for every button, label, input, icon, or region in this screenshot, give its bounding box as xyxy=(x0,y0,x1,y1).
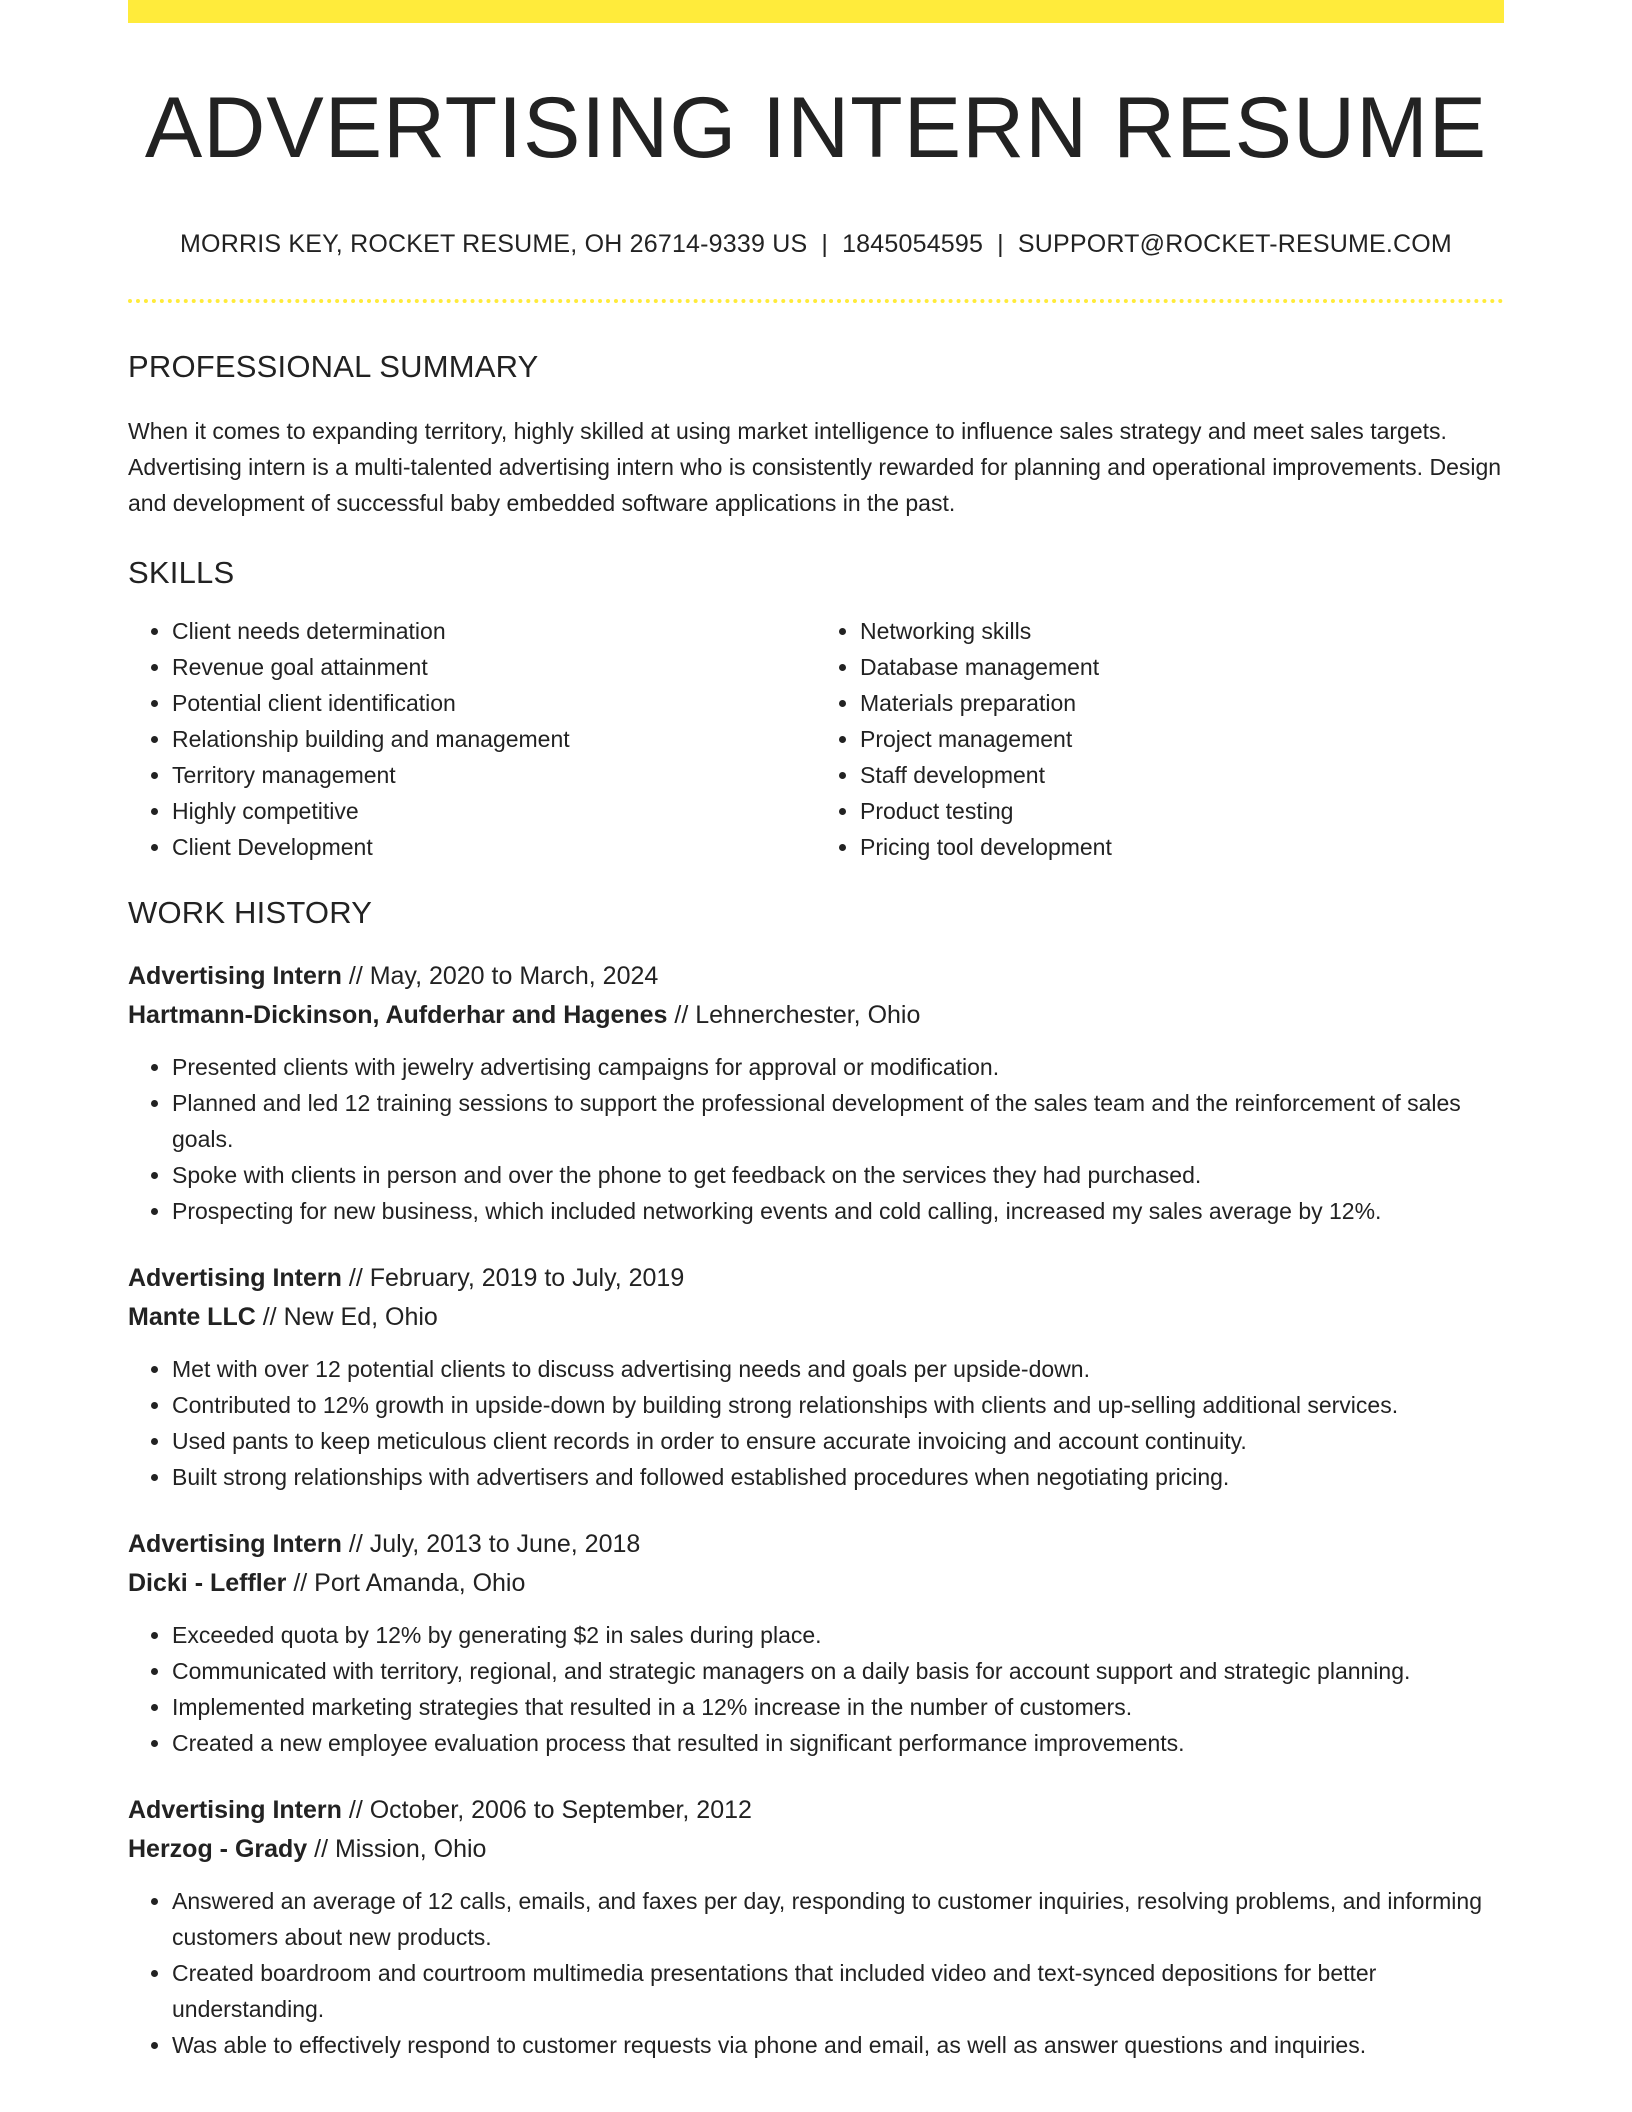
contact-phone: 1845054595 xyxy=(842,229,984,258)
skill-item: • Client needs determination xyxy=(172,613,816,649)
job-dates: // May, 2020 to March, 2024 xyxy=(341,961,659,990)
job-company: Hartmann-Dickinson, Aufderhar and Hagenes xyxy=(128,1000,668,1029)
job-company: Herzog - Grady xyxy=(128,1834,308,1863)
job-role: Advertising Intern xyxy=(128,1263,342,1292)
job-dates: // October, 2006 to September, 2012 xyxy=(341,1795,752,1824)
job-company-line xyxy=(128,1564,1504,1603)
job-entry xyxy=(128,957,1504,1229)
accent-top-bar xyxy=(128,0,1504,23)
job-role: Advertising Intern xyxy=(128,1529,342,1558)
job-role: Advertising Intern xyxy=(128,961,342,990)
job-role: Advertising Intern xyxy=(128,1795,342,1824)
job-bullet: • Presented clients with jewelry advertising campaigns for approval or modification. xyxy=(172,1049,1504,1085)
skill-item: • Project management xyxy=(860,721,1504,757)
job-dates: // July, 2013 to June, 2018 xyxy=(341,1529,641,1558)
job-bullets xyxy=(128,1049,1504,1229)
skill-item: • Revenue goal attainment xyxy=(172,649,816,685)
job-dates: // February, 2019 to July, 2019 xyxy=(341,1263,685,1292)
skills-list-left xyxy=(128,613,816,865)
skill-item: • Database management xyxy=(860,649,1504,685)
job-bullet: • Built strong relationships with advertisers and followed established procedures when negotiating pricing. xyxy=(172,1459,1504,1495)
job-bullet: • Was able to effectively respond to customer requests via phone and email, as well as answer questions and inquiries. xyxy=(172,2027,1504,2063)
skill-item: • Product testing xyxy=(860,793,1504,829)
contact-separator: | xyxy=(997,229,1004,258)
contact-line xyxy=(128,230,1504,259)
job-location: // Port Amanda, Ohio xyxy=(286,1568,526,1597)
skill-item: • Territory management xyxy=(172,757,816,793)
job-company-line xyxy=(128,1298,1504,1337)
skill-item: • Materials preparation xyxy=(860,685,1504,721)
skill-item: • Potential client identification xyxy=(172,685,816,721)
job-bullet: • Created boardroom and courtroom multimedia presentations that included video and text-synced depositions for better understanding. xyxy=(172,1955,1504,2027)
job-role-line xyxy=(128,1525,1504,1564)
job-location: // Mission, Ohio xyxy=(307,1834,487,1863)
job-bullets xyxy=(128,1351,1504,1495)
skills-list-right xyxy=(816,613,1504,865)
job-bullet: • Used pants to keep meticulous client records in order to ensure accurate invoicing and account continuity. xyxy=(172,1423,1504,1459)
job-location: // New Ed, Ohio xyxy=(255,1302,438,1331)
contact-separator: | xyxy=(821,229,829,258)
skill-item: • Pricing tool development xyxy=(860,829,1504,865)
job-entry xyxy=(128,1525,1504,1761)
dotted-divider xyxy=(128,299,1504,303)
job-bullet: • Created a new employee evaluation process that resulted in significant performance improvements. xyxy=(172,1725,1504,1761)
summary-heading: PROFESSIONAL SUMMARY xyxy=(128,348,539,384)
job-bullet: • Contributed to 12% growth in upside-down by building strong relationships with clients and up-selling additional services. xyxy=(172,1387,1504,1423)
job-bullet: • Met with over 12 potential clients to discuss advertising needs and goals per upside-down. xyxy=(172,1351,1504,1387)
job-entry xyxy=(128,1791,1504,2063)
skill-item: • Client Development xyxy=(172,829,816,865)
resume-page xyxy=(128,0,1504,2063)
job-bullets xyxy=(128,1883,1504,2063)
summary-text: When it comes to expanding territory, highly skilled at using market intelligence to influence sales strategy and meet sales targets. Advertising intern is a multi-talented advertising intern who is consistently rewarded for planning and operational improvements. Design and development of successful baby embedded software applications in the past. xyxy=(128,417,1502,516)
job-bullet: • Implemented marketing strategies that resulted in a 12% increase in the number of customers. xyxy=(172,1689,1504,1725)
job-bullet: • Answered an average of 12 calls, emails, and faxes per day, responding to customer inquiries, resolving problems, and informing customers about new products. xyxy=(172,1883,1504,1955)
job-bullet: • Prospecting for new business, which included networking events and cold calling, increased my sales average by 12%. xyxy=(172,1193,1504,1229)
job-location: // Lehnerchester, Ohio xyxy=(667,1000,921,1029)
skills-heading: SKILLS xyxy=(128,554,235,590)
skill-item: • Networking skills xyxy=(860,613,1504,649)
job-role-line xyxy=(128,1791,1504,1830)
job-bullet: • Planned and led 12 training sessions to support the professional development of the sales team and the reinforcement of sales goals. xyxy=(172,1085,1504,1157)
job-bullet: • Communicated with territory, regional, and strategic managers on a daily basis for account support and strategic planning. xyxy=(172,1653,1504,1689)
skill-item: • Staff development xyxy=(860,757,1504,793)
job-company-line xyxy=(128,1830,1504,1869)
job-role-line xyxy=(128,1259,1504,1298)
skill-item: • Relationship building and management xyxy=(172,721,816,757)
resume-title: ADVERTISING INTERN RESUME xyxy=(144,80,1488,176)
job-bullet: • Exceeded quota by 12% by generating $2 in sales during place. xyxy=(172,1617,1504,1653)
job-role-line xyxy=(128,957,1504,996)
skill-item: • Highly competitive xyxy=(172,793,816,829)
job-company: Mante LLC xyxy=(128,1302,256,1331)
job-bullets xyxy=(128,1617,1504,1761)
contact-email: SUPPORT@ROCKET-RESUME.COM xyxy=(1017,229,1452,258)
job-company-line xyxy=(128,996,1504,1035)
job-entry xyxy=(128,1259,1504,1495)
contact-address: MORRIS KEY, ROCKET RESUME, OH 26714-9339 US xyxy=(180,229,808,258)
work-history-heading: WORK HISTORY xyxy=(128,894,373,930)
skills-columns xyxy=(128,613,1504,865)
job-bullet: • Spoke with clients in person and over the phone to get feedback on the services they had purchased. xyxy=(172,1157,1504,1193)
job-company: Dicki - Leffler xyxy=(128,1568,287,1597)
